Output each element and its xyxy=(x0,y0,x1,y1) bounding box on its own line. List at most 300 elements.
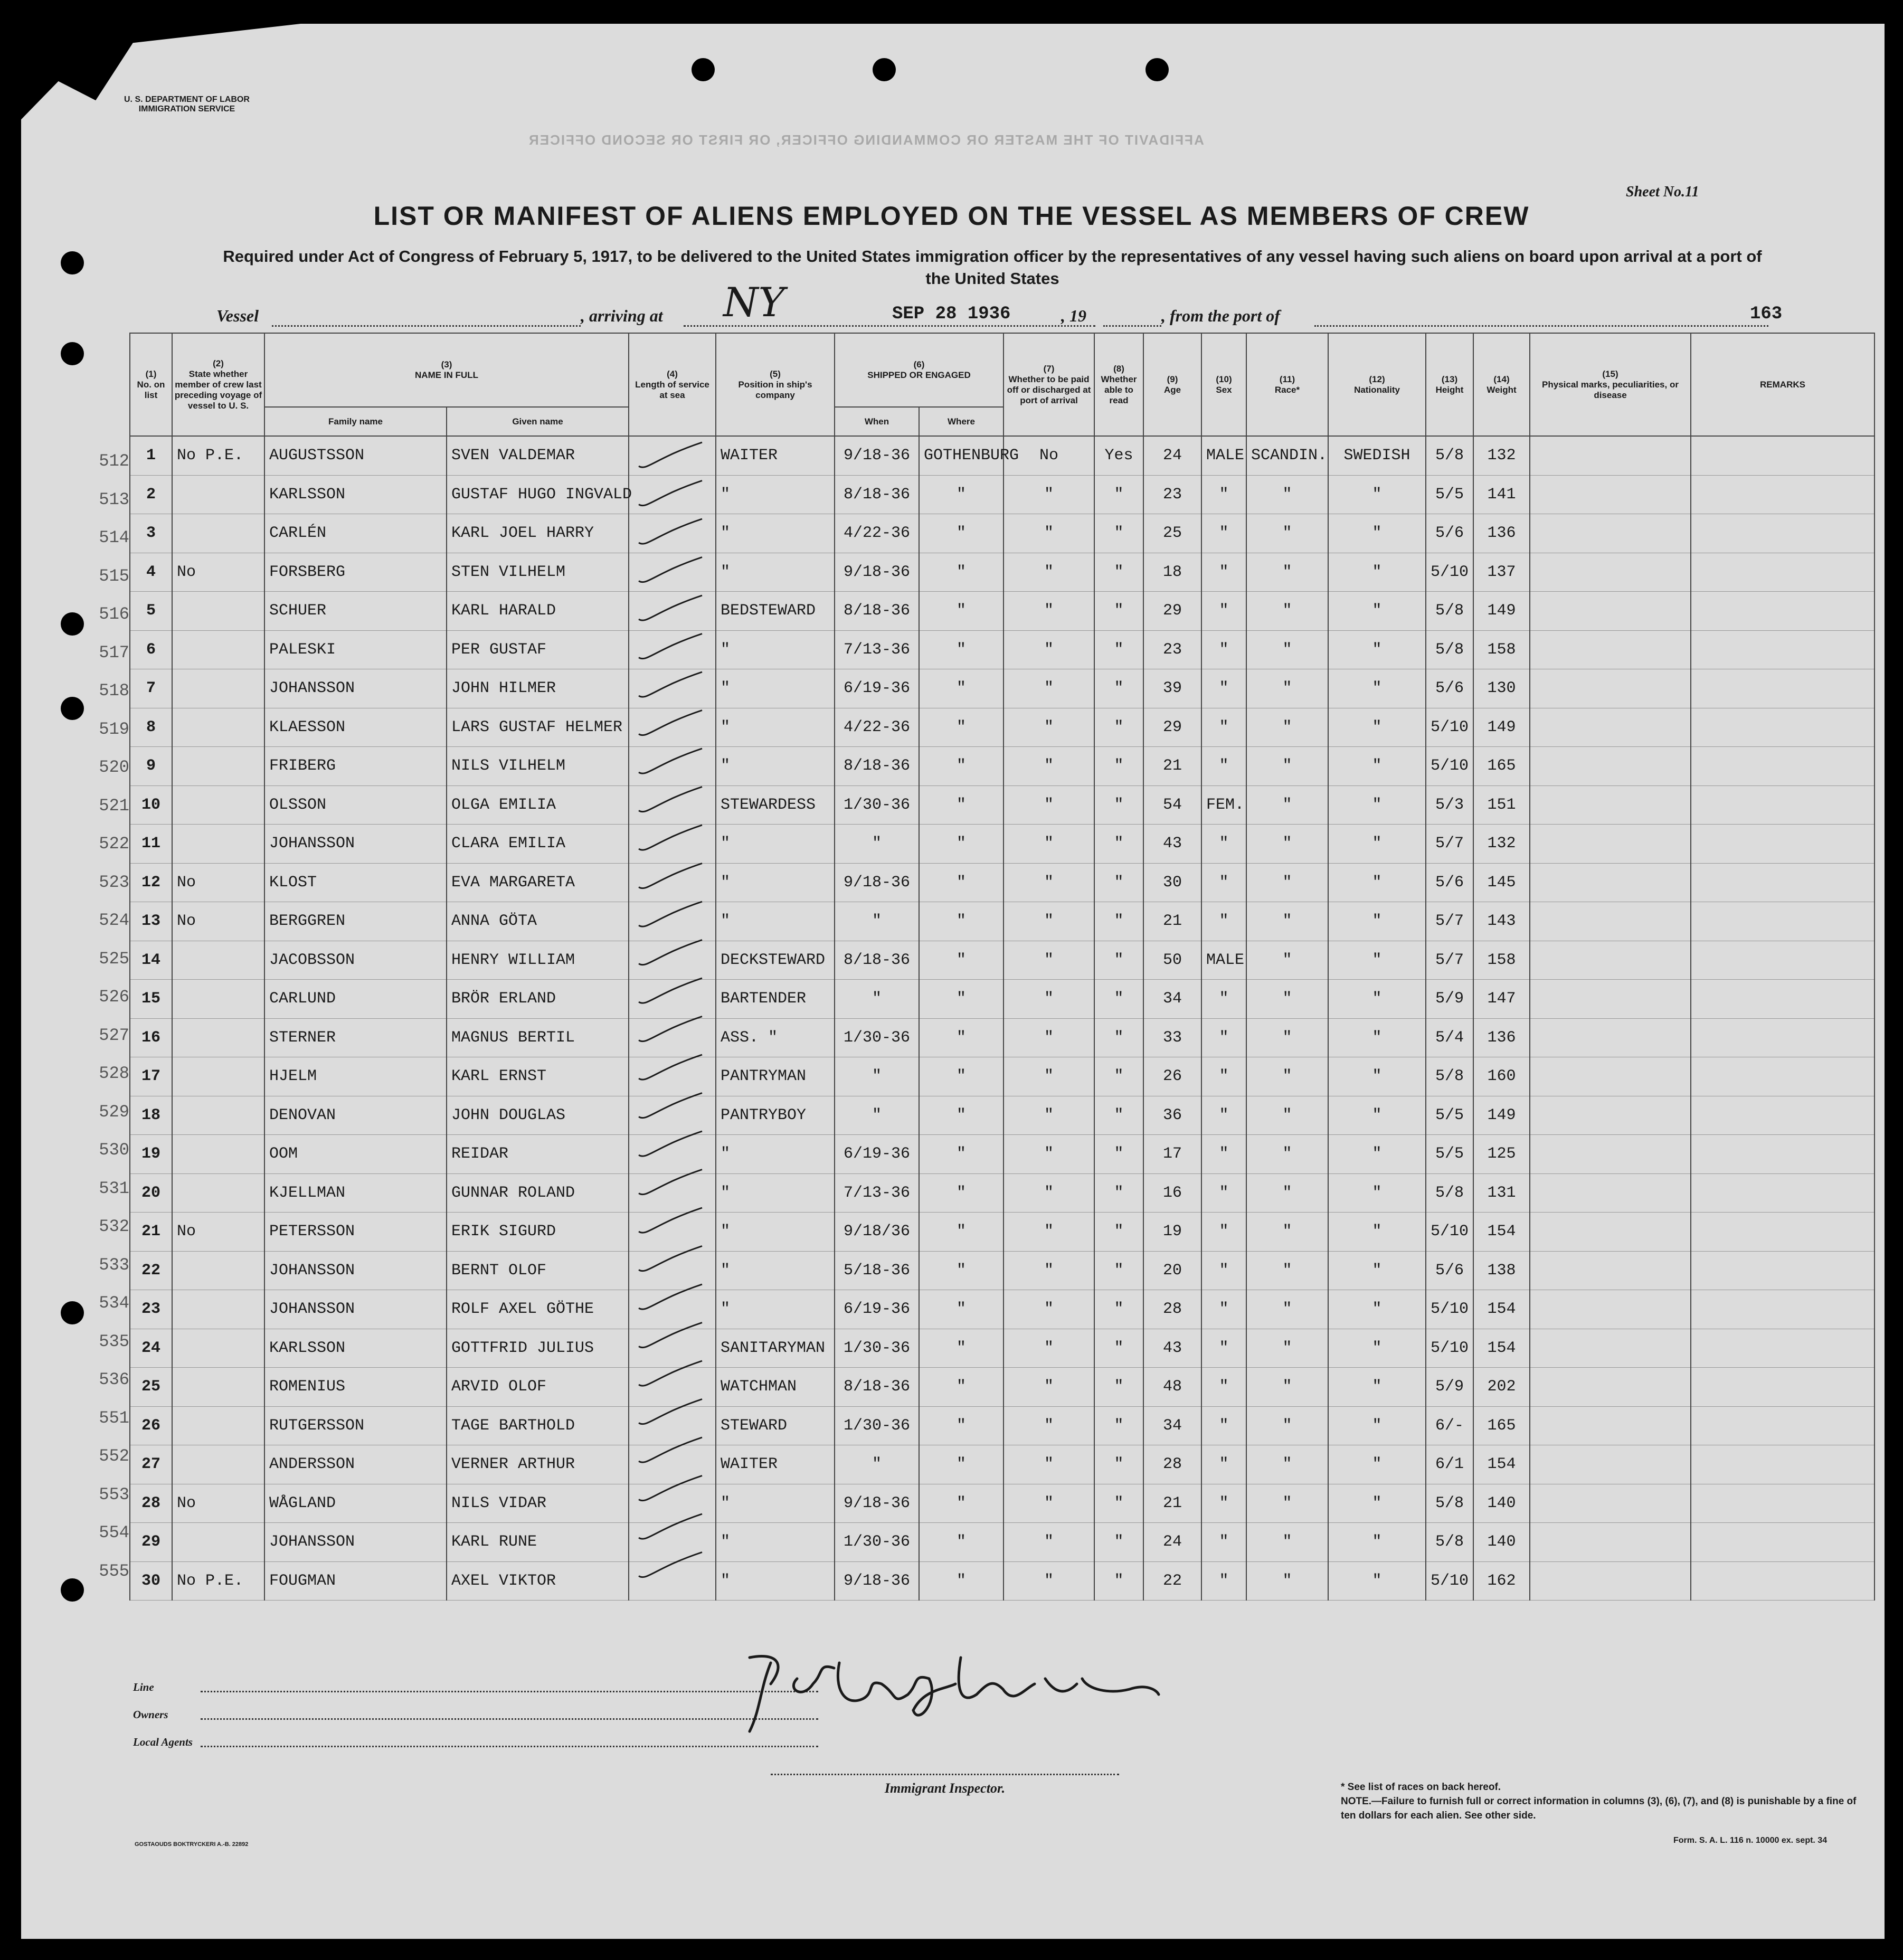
position-cell: " xyxy=(716,863,835,902)
position-cell: " xyxy=(716,1213,835,1252)
previous-voyage-cell xyxy=(172,980,264,1019)
previous-voyage-cell xyxy=(172,1523,264,1562)
row-number-cell: 26 xyxy=(130,1406,172,1445)
sex-cell: " xyxy=(1201,1057,1246,1096)
position-cell: SANITARYMAN xyxy=(716,1329,835,1368)
height-cell: 5/10 xyxy=(1426,1329,1473,1368)
previous-voyage-cell: No P.E. xyxy=(172,436,264,475)
given-name-cell: KARL HARALD xyxy=(447,592,629,631)
service-length-cell xyxy=(629,592,716,631)
age-cell: 48 xyxy=(1143,1368,1201,1407)
footer-fields xyxy=(133,1673,193,1756)
shipped-where-cell: " xyxy=(919,514,1003,553)
physical-marks-cell xyxy=(1530,1135,1691,1174)
shipped-where-cell: " xyxy=(919,669,1003,708)
shipped-where-cell: " xyxy=(919,1290,1003,1329)
sex-cell: " xyxy=(1201,1135,1246,1174)
shipped-where-cell: " xyxy=(919,553,1003,592)
height-cell: 5/7 xyxy=(1426,825,1473,864)
previous-voyage-cell: No xyxy=(172,863,264,902)
physical-marks-cell xyxy=(1530,553,1691,592)
service-length-cell xyxy=(629,514,716,553)
family-name-cell: WÅGLAND xyxy=(264,1484,447,1523)
height-cell: 5/3 xyxy=(1426,785,1473,825)
position-cell: " xyxy=(716,1173,835,1213)
given-name-cell: STEN VILHELM xyxy=(447,553,629,592)
weight-cell: 165 xyxy=(1473,747,1530,786)
line-number: 521 xyxy=(99,796,129,816)
physical-marks-cell xyxy=(1530,902,1691,941)
shipped-when-cell: 1/30-36 xyxy=(835,1406,919,1445)
col-shipped-header: (6) SHIPPED OR ENGAGED xyxy=(835,333,1003,407)
family-name-cell: FRIBERG xyxy=(264,747,447,786)
paid-off-cell: " xyxy=(1003,825,1094,864)
shipped-when-cell: 1/30-36 xyxy=(835,1329,919,1368)
given-name-cell: ERIK SIGURD xyxy=(447,1213,629,1252)
shipped-where-cell: " xyxy=(919,1251,1003,1290)
remarks-cell xyxy=(1691,1018,1874,1057)
sex-cell: " xyxy=(1201,1018,1246,1057)
race-cell: " xyxy=(1246,1445,1328,1484)
row-number-cell: 22 xyxy=(130,1251,172,1290)
able-to-read-cell: " xyxy=(1094,825,1143,864)
nationality-cell: " xyxy=(1328,592,1426,631)
shipped-when-cell: 7/13-36 xyxy=(835,1173,919,1213)
weight-cell: 160 xyxy=(1473,1057,1530,1096)
previous-voyage-cell xyxy=(172,669,264,708)
age-cell: 21 xyxy=(1143,1484,1201,1523)
position-cell: WATCHMAN xyxy=(716,1368,835,1407)
crew-row xyxy=(130,785,1874,825)
age-cell: 23 xyxy=(1143,475,1201,514)
previous-voyage-cell xyxy=(172,1445,264,1484)
race-cell: " xyxy=(1246,980,1328,1019)
line-number: 518 xyxy=(99,681,129,700)
height-cell: 6/- xyxy=(1426,1406,1473,1445)
age-cell: 23 xyxy=(1143,630,1201,669)
punch-hole xyxy=(692,58,715,81)
service-length-cell xyxy=(629,1135,716,1174)
crew-row xyxy=(130,1523,1874,1562)
crew-row xyxy=(130,902,1874,941)
age-cell: 25 xyxy=(1143,514,1201,553)
nationality-cell: " xyxy=(1328,1561,1426,1601)
family-name-cell: JOHANSSON xyxy=(264,825,447,864)
nationality-cell: " xyxy=(1328,475,1426,514)
given-name-cell: GUSTAF HUGO INGVALD xyxy=(447,475,629,514)
position-cell: PANTRYMAN xyxy=(716,1057,835,1096)
row-number-cell: 14 xyxy=(130,941,172,980)
line-number: 553 xyxy=(99,1484,129,1504)
position-cell: WAITER xyxy=(716,436,835,475)
crew-row xyxy=(130,941,1874,980)
crew-row xyxy=(130,1290,1874,1329)
paid-off-cell: " xyxy=(1003,475,1094,514)
row-number-cell: 20 xyxy=(130,1173,172,1213)
line-number: 555 xyxy=(99,1561,129,1581)
race-cell: " xyxy=(1246,708,1328,747)
able-to-read-cell: " xyxy=(1094,863,1143,902)
paid-off-cell: " xyxy=(1003,1213,1094,1252)
previous-voyage-cell xyxy=(172,1135,264,1174)
given-name-cell: GOTTFRID JULIUS xyxy=(447,1329,629,1368)
weight-cell: 162 xyxy=(1473,1561,1530,1601)
penalty-note: NOTE.—Failure to furnish full or correct information in columns (3), (6), (7), and (8) is punishable by a fine of ten dollars for each alien. See other side. xyxy=(1341,1796,1857,1821)
remarks-cell xyxy=(1691,630,1874,669)
nationality-cell: " xyxy=(1328,1329,1426,1368)
height-cell: 5/6 xyxy=(1426,863,1473,902)
col-remarks-header: REMARKS xyxy=(1691,333,1874,436)
paid-off-cell: " xyxy=(1003,747,1094,786)
paid-off-cell: " xyxy=(1003,863,1094,902)
age-cell: 43 xyxy=(1143,825,1201,864)
shipped-where-cell: " xyxy=(919,941,1003,980)
sex-cell: " xyxy=(1201,1484,1246,1523)
row-number-cell: 1 xyxy=(130,436,172,475)
given-name-cell: CLARA EMILIA xyxy=(447,825,629,864)
race-cell: " xyxy=(1246,785,1328,825)
family-name-cell: PALESKI xyxy=(264,630,447,669)
nationality-cell: " xyxy=(1328,1523,1426,1562)
crew-row xyxy=(130,1018,1874,1057)
crew-row xyxy=(130,1135,1874,1174)
able-to-read-cell: " xyxy=(1094,1561,1143,1601)
family-name-cell: CARLUND xyxy=(264,980,447,1019)
shipped-where-cell: GOTHENBURG xyxy=(919,436,1003,475)
remarks-cell xyxy=(1691,475,1874,514)
weight-cell: 154 xyxy=(1473,1213,1530,1252)
paid-off-cell: " xyxy=(1003,708,1094,747)
row-number-cell: 6 xyxy=(130,630,172,669)
previous-voyage-cell xyxy=(172,1329,264,1368)
given-name-cell: OLGA EMILIA xyxy=(447,785,629,825)
age-cell: 36 xyxy=(1143,1096,1201,1135)
crew-row xyxy=(130,863,1874,902)
shipped-where-cell: " xyxy=(919,1057,1003,1096)
col-name-header: (3) NAME IN FULL xyxy=(264,333,629,407)
service-length-cell xyxy=(629,1523,716,1562)
nationality-cell: " xyxy=(1328,941,1426,980)
sex-cell: " xyxy=(1201,1523,1246,1562)
remarks-cell xyxy=(1691,941,1874,980)
nationality-cell: " xyxy=(1328,902,1426,941)
weight-cell: 137 xyxy=(1473,553,1530,592)
height-cell: 5/8 xyxy=(1426,630,1473,669)
given-name-cell: KARL JOEL HARRY xyxy=(447,514,629,553)
given-name-cell: JOHN HILMER xyxy=(447,669,629,708)
shipped-where-cell: " xyxy=(919,1523,1003,1562)
service-name: IMMIGRATION SERVICE xyxy=(138,105,235,113)
position-cell: " xyxy=(716,553,835,592)
previous-voyage-cell xyxy=(172,1406,264,1445)
paid-off-cell: " xyxy=(1003,514,1094,553)
age-cell: 24 xyxy=(1143,436,1201,475)
sex-cell: " xyxy=(1201,980,1246,1019)
physical-marks-cell xyxy=(1530,669,1691,708)
weight-cell: 136 xyxy=(1473,1018,1530,1057)
previous-voyage-cell xyxy=(172,747,264,786)
line-number: 516 xyxy=(99,604,129,624)
line-number: 527 xyxy=(99,1025,129,1045)
shipped-where-cell: " xyxy=(919,825,1003,864)
sex-cell: " xyxy=(1201,592,1246,631)
family-name-cell: KARLSSON xyxy=(264,475,447,514)
able-to-read-cell: " xyxy=(1094,592,1143,631)
service-length-cell xyxy=(629,1368,716,1407)
previous-voyage-cell xyxy=(172,592,264,631)
physical-marks-cell xyxy=(1530,1290,1691,1329)
height-cell: 5/8 xyxy=(1426,1484,1473,1523)
service-length-cell xyxy=(629,1290,716,1329)
family-name-cell: STERNER xyxy=(264,1018,447,1057)
height-cell: 5/8 xyxy=(1426,436,1473,475)
vessel-line xyxy=(216,279,1800,333)
crew-rows xyxy=(130,436,1874,1601)
sex-cell: " xyxy=(1201,1213,1246,1252)
crew-row xyxy=(130,1251,1874,1290)
weight-cell: 140 xyxy=(1473,1484,1530,1523)
height-cell: 5/8 xyxy=(1426,1523,1473,1562)
physical-marks-cell xyxy=(1530,514,1691,553)
service-length-cell xyxy=(629,475,716,514)
paid-off-cell: " xyxy=(1003,1484,1094,1523)
weight-cell: 149 xyxy=(1473,592,1530,631)
remarks-cell xyxy=(1691,708,1874,747)
given-name-cell: ROLF AXEL GÖTHE xyxy=(447,1290,629,1329)
service-length-cell xyxy=(629,863,716,902)
department-name: U. S. DEPARTMENT OF LABOR xyxy=(124,95,250,104)
age-cell: 39 xyxy=(1143,669,1201,708)
family-name-cell: JOHANSSON xyxy=(264,1290,447,1329)
paid-off-cell: " xyxy=(1003,630,1094,669)
given-name-cell: REIDAR xyxy=(447,1135,629,1174)
able-to-read-cell: " xyxy=(1094,1484,1143,1523)
line-number: 514 xyxy=(99,528,129,547)
race-cell: " xyxy=(1246,1484,1328,1523)
previous-voyage-cell xyxy=(172,941,264,980)
from-port-label: , from the port of xyxy=(1161,306,1280,325)
height-cell: 5/6 xyxy=(1426,669,1473,708)
given-name-cell: PER GUSTAF xyxy=(447,630,629,669)
weight-cell: 158 xyxy=(1473,630,1530,669)
height-cell: 5/10 xyxy=(1426,708,1473,747)
shipped-when-cell: 6/19-36 xyxy=(835,1290,919,1329)
race-cell: " xyxy=(1246,1135,1328,1174)
arriving-port: NY xyxy=(723,279,785,326)
sheet-label: Sheet No. xyxy=(1626,184,1685,200)
col-age-header: (9) Age xyxy=(1143,333,1201,436)
col-service-length-header: (4) Length of service at sea xyxy=(629,333,716,436)
position-cell: " xyxy=(716,630,835,669)
able-to-read-cell: " xyxy=(1094,630,1143,669)
previous-voyage-cell xyxy=(172,1251,264,1290)
nationality-cell: " xyxy=(1328,1096,1426,1135)
col-paid-off-header: (7) Whether to be paid off or discharged at port of arrival xyxy=(1003,333,1094,436)
height-cell: 5/10 xyxy=(1426,1561,1473,1601)
given-name-cell: HENRY WILLIAM xyxy=(447,941,629,980)
crew-row xyxy=(130,1173,1874,1213)
weight-cell: 149 xyxy=(1473,708,1530,747)
crew-row xyxy=(130,980,1874,1019)
paid-off-cell: " xyxy=(1003,1135,1094,1174)
family-name-cell: SCHUER xyxy=(264,592,447,631)
age-cell: 21 xyxy=(1143,747,1201,786)
physical-marks-cell xyxy=(1530,1057,1691,1096)
position-cell: WAITER xyxy=(716,1445,835,1484)
shipped-when-cell: 7/13-36 xyxy=(835,630,919,669)
physical-marks-cell xyxy=(1530,1018,1691,1057)
crew-row xyxy=(130,630,1874,669)
previous-voyage-cell xyxy=(172,630,264,669)
height-cell: 5/4 xyxy=(1426,1018,1473,1057)
previous-voyage-cell xyxy=(172,1096,264,1135)
height-cell: 5/9 xyxy=(1426,1368,1473,1407)
previous-voyage-cell xyxy=(172,1018,264,1057)
able-to-read-cell: " xyxy=(1094,669,1143,708)
physical-marks-cell xyxy=(1530,630,1691,669)
remarks-cell xyxy=(1691,1251,1874,1290)
family-name-cell: JOHANSSON xyxy=(264,1251,447,1290)
sex-cell: " xyxy=(1201,669,1246,708)
position-cell: BARTENDER xyxy=(716,980,835,1019)
line-number: 517 xyxy=(99,642,129,662)
sex-cell: " xyxy=(1201,1561,1246,1601)
nationality-cell: " xyxy=(1328,630,1426,669)
line-number: 532 xyxy=(99,1217,129,1236)
physical-marks-cell xyxy=(1530,1329,1691,1368)
crew-row xyxy=(130,553,1874,592)
printer-imprint: GOSTAOUDS BOKTRYCKERI A.-B. 22892 xyxy=(135,1841,249,1848)
sex-cell: " xyxy=(1201,1290,1246,1329)
paid-off-cell: " xyxy=(1003,553,1094,592)
row-number-cell: 23 xyxy=(130,1290,172,1329)
row-number-cell: 19 xyxy=(130,1135,172,1174)
row-number-cell: 18 xyxy=(130,1096,172,1135)
weight-cell: 154 xyxy=(1473,1445,1530,1484)
sex-cell: " xyxy=(1201,1251,1246,1290)
previous-voyage-cell: No xyxy=(172,1213,264,1252)
weight-cell: 145 xyxy=(1473,863,1530,902)
physical-marks-cell xyxy=(1530,747,1691,786)
local-agents-label: Local Agents xyxy=(133,1736,193,1748)
remarks-cell xyxy=(1691,1057,1874,1096)
nationality-cell: " xyxy=(1328,708,1426,747)
line-number: 534 xyxy=(99,1293,129,1313)
physical-marks-cell xyxy=(1530,1445,1691,1484)
previous-voyage-cell xyxy=(172,1173,264,1213)
previous-voyage-cell: No xyxy=(172,902,264,941)
physical-marks-cell xyxy=(1530,1484,1691,1523)
col-physical-marks-header: (15) Physical marks, peculiarities, or disease xyxy=(1530,333,1691,436)
service-length-cell xyxy=(629,630,716,669)
physical-marks-cell xyxy=(1530,1368,1691,1407)
line-number: 520 xyxy=(99,758,129,777)
shipped-when-cell: 6/19-36 xyxy=(835,669,919,708)
crew-row xyxy=(130,1561,1874,1601)
crew-row xyxy=(130,1406,1874,1445)
paid-off-cell: " xyxy=(1003,1445,1094,1484)
previous-voyage-cell xyxy=(172,514,264,553)
remarks-cell xyxy=(1691,553,1874,592)
remarks-cell xyxy=(1691,592,1874,631)
height-cell: 5/5 xyxy=(1426,475,1473,514)
service-length-cell xyxy=(629,1484,716,1523)
line-number: 515 xyxy=(99,566,129,586)
row-number-cell: 2 xyxy=(130,475,172,514)
shipped-when-cell: 9/18/36 xyxy=(835,1213,919,1252)
sex-cell: " xyxy=(1201,902,1246,941)
physical-marks-cell xyxy=(1530,980,1691,1019)
able-to-read-cell: Yes xyxy=(1094,436,1143,475)
remarks-cell xyxy=(1691,1329,1874,1368)
service-length-cell xyxy=(629,747,716,786)
service-length-cell xyxy=(629,902,716,941)
shipped-when-cell: 9/18-36 xyxy=(835,1484,919,1523)
race-cell: " xyxy=(1246,1561,1328,1601)
row-number-cell: 7 xyxy=(130,669,172,708)
able-to-read-cell: " xyxy=(1094,902,1143,941)
shipped-where-cell: " xyxy=(919,1406,1003,1445)
paid-off-cell: No xyxy=(1003,436,1094,475)
remarks-cell xyxy=(1691,514,1874,553)
position-cell: STEWARDESS xyxy=(716,785,835,825)
shipped-where-cell: " xyxy=(919,980,1003,1019)
age-cell: 16 xyxy=(1143,1173,1201,1213)
nationality-cell: " xyxy=(1328,669,1426,708)
able-to-read-cell: " xyxy=(1094,1368,1143,1407)
page-number: 163 xyxy=(1750,304,1783,324)
remarks-cell xyxy=(1691,1096,1874,1135)
position-cell: " xyxy=(716,708,835,747)
row-number-cell: 16 xyxy=(130,1018,172,1057)
nationality-cell: " xyxy=(1328,1135,1426,1174)
row-number-cell: 24 xyxy=(130,1329,172,1368)
nationality-cell: " xyxy=(1328,514,1426,553)
col-nationality-header: (12) Nationality xyxy=(1328,333,1426,436)
nationality-cell: " xyxy=(1328,1445,1426,1484)
paid-off-cell: " xyxy=(1003,1329,1094,1368)
able-to-read-cell: " xyxy=(1094,1213,1143,1252)
physical-marks-cell xyxy=(1530,1173,1691,1213)
col-previous-voyage-header: (2) State whether member of crew last preceding voyage of vessel to U. S. xyxy=(172,333,264,436)
sex-cell: " xyxy=(1201,475,1246,514)
shipped-when-cell: 9/18-36 xyxy=(835,1561,919,1601)
service-length-cell xyxy=(629,980,716,1019)
nationality-cell: " xyxy=(1328,1251,1426,1290)
shipped-when-cell: 5/18-36 xyxy=(835,1251,919,1290)
line-number: 552 xyxy=(99,1446,129,1466)
weight-cell: 147 xyxy=(1473,980,1530,1019)
shipped-when-cell: 1/30-36 xyxy=(835,785,919,825)
able-to-read-cell: " xyxy=(1094,514,1143,553)
family-name-cell: BERGGREN xyxy=(264,902,447,941)
shipped-where-cell: " xyxy=(919,1329,1003,1368)
height-cell: 5/10 xyxy=(1426,1290,1473,1329)
shipped-where-cell: " xyxy=(919,1484,1003,1523)
col-when-header: When xyxy=(835,407,919,436)
row-number-cell: 30 xyxy=(130,1561,172,1601)
race-cell: " xyxy=(1246,863,1328,902)
shipped-when-cell: 9/18-36 xyxy=(835,863,919,902)
family-name-cell: FORSBERG xyxy=(264,553,447,592)
shipped-when-cell: 6/19-36 xyxy=(835,1135,919,1174)
given-name-cell: NILS VIDAR xyxy=(447,1484,629,1523)
given-name-cell: TAGE BARTHOLD xyxy=(447,1406,629,1445)
race-cell: " xyxy=(1246,1406,1328,1445)
position-cell: " xyxy=(716,475,835,514)
position-cell: " xyxy=(716,1290,835,1329)
shipped-when-cell: 8/18-36 xyxy=(835,475,919,514)
